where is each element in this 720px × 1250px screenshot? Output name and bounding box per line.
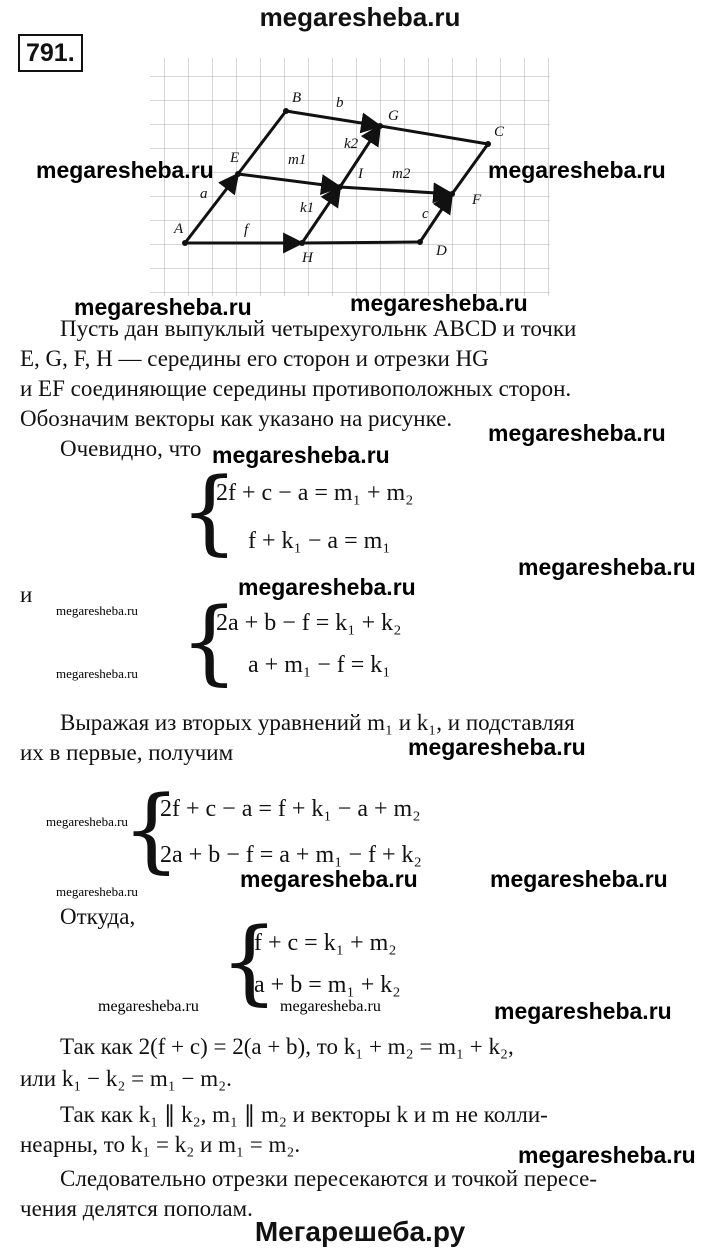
watermark: megaresheba.ru — [488, 420, 666, 446]
label-I: I — [358, 166, 363, 182]
label-vec-a: a — [200, 186, 208, 202]
watermark: megaresheba.ru — [74, 294, 252, 320]
label-E: E — [230, 150, 240, 166]
label-F: F — [472, 192, 482, 208]
watermark: megaresheba.ru — [240, 866, 418, 892]
eq-sys3-line1: 2f + c − a = f + k₁ − a + m₂ — [160, 796, 421, 822]
brace-sys1: { — [180, 458, 239, 565]
watermark: megaresheba.ru — [488, 157, 666, 183]
watermark: megaresheba.ru — [490, 866, 668, 892]
paragraph-intro-line3: и EF соединяющие середины противоположных сторон. — [20, 376, 572, 401]
watermark: megaresheba.ru — [518, 1142, 696, 1168]
paragraph-parallel: Так как k₁ ∥ k₂, m₁ ∥ m₂ и векторы k и m не колли- — [60, 1102, 548, 1127]
paragraph-intro-line1: Пусть дан выпуклый четырехугольнк ABCD и точки — [60, 316, 577, 341]
brace-sys3: { — [122, 776, 181, 883]
watermark: megaresheba.ru — [46, 814, 128, 829]
paragraph-conclusion: Следовательно отрезки пересекаются и точкой пересе- — [60, 1166, 597, 1191]
label-vec-m2: m2 — [392, 166, 411, 182]
watermark: megaresheba.ru — [238, 574, 416, 600]
brace-sys4: { — [220, 908, 279, 1015]
watermark: megaresheba.ru — [408, 734, 586, 760]
watermark: megaresheba.ru — [56, 603, 138, 618]
site-title-top[interactable]: megaresheba.ru — [259, 2, 461, 32]
paragraph-since-sum-line2: или k₁ − k₂ = m₁ − m₂. — [20, 1066, 232, 1091]
watermark: megaresheba.ru — [56, 666, 138, 681]
eq-sys4-line2: a + b = m₁ + k₂ — [254, 972, 401, 998]
paragraph-parallel-line2: неарны, то k₁ = k₂ и m₁ = m₂. — [20, 1132, 301, 1157]
label-vec-b: b — [336, 95, 344, 111]
watermark: megaresheba.ru — [212, 442, 390, 468]
label-vec-k1: k1 — [300, 200, 315, 216]
paragraph-intro-line4: Обозначим векторы как указано на рисунке. — [20, 406, 453, 431]
watermark: megaresheba.ru — [36, 157, 214, 183]
paragraph-express-line2: их в первые, получим — [20, 740, 234, 765]
brace-sys2: { — [180, 588, 239, 695]
watermark: megaresheba.ru — [518, 554, 696, 580]
watermark: megaresheba.ru — [56, 884, 138, 899]
paragraph-since-sum: Так как 2(f + c) = 2(a + b), то k₁ + m₂ = m₁ + k₂, — [60, 1034, 514, 1059]
eq-sys1-line2: f + k₁ − a = m₁ — [248, 528, 391, 554]
label-G: G — [388, 108, 399, 124]
label-vec-c: c — [422, 206, 429, 222]
label-A: A — [174, 221, 184, 237]
label-vec-f: f — [244, 222, 249, 238]
watermark: megaresheba.ru — [98, 998, 199, 1015]
eq-sys2-line2: a + m₁ − f = k₁ — [248, 652, 391, 678]
paragraph-express: Выражая из вторых уравнений m₁ и k₁, и подставляя — [60, 710, 575, 735]
label-H: H — [302, 250, 313, 266]
problem-number: 791. — [18, 34, 83, 72]
eq-sys4-line1: f + c = k₁ + m₂ — [254, 930, 397, 956]
paragraph-whence: Откуда, — [60, 904, 136, 929]
eq-sys3-line2: 2a + b − f = a + m₁ − f + k₂ — [160, 842, 422, 868]
word-and: и — [20, 582, 33, 607]
eq-sys2-line1: 2a + b − f = k₁ + k₂ — [216, 610, 402, 636]
label-vec-m1: m1 — [288, 152, 307, 168]
watermark: megaresheba.ru — [494, 998, 672, 1024]
segment-HD — [302, 242, 420, 243]
label-B: B — [292, 90, 302, 106]
label-D: D — [436, 243, 447, 259]
site-title-bottom[interactable]: Мегарешеба.ру — [254, 1216, 466, 1247]
eq-sys1-line1: 2f + c − a = m₁ + m₂ — [216, 480, 414, 506]
paragraph-conclusion-line2: чения делятся пополам. — [20, 1196, 253, 1221]
watermark: megaresheba.ru — [350, 290, 528, 316]
label-C: C — [494, 124, 505, 140]
paragraph-intro-line2: E, G, F, H — середины его сторон и отрезки HG — [20, 346, 489, 371]
watermark: megaresheba.ru — [280, 998, 381, 1015]
paragraph-obviously: Очевидно, что — [60, 436, 202, 461]
label-vec-k2: k2 — [344, 136, 359, 152]
